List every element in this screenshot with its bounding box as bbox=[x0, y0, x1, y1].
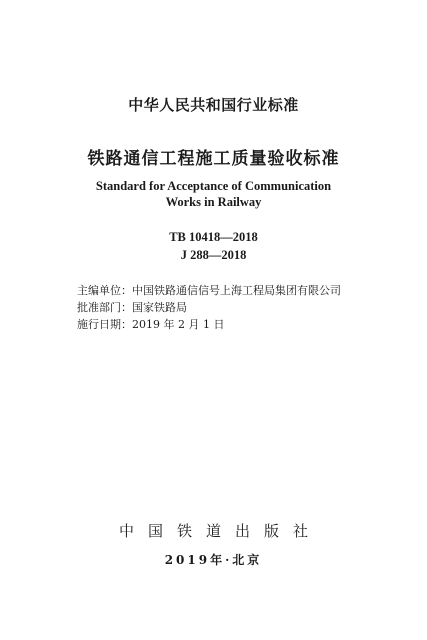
compiler-unit: 主编单位：中国铁路通信信号上海工程局集团有限公司 bbox=[77, 284, 341, 297]
approving-department: 批准部门：国家铁路局 bbox=[77, 301, 187, 314]
standard-code-j: J 288—2018 bbox=[180, 248, 247, 262]
national-standard-heading: 中华人民共和国行业标准 bbox=[128, 96, 299, 114]
english-title-line-1: Standard for Acceptance of Communication bbox=[95, 179, 332, 193]
publication-year-place: 2019年·北京 bbox=[164, 553, 263, 567]
publisher-name: 中国铁道出版社 bbox=[118, 522, 322, 540]
standard-code-tb: TB 10418—2018 bbox=[169, 230, 258, 244]
english-title-line-2: Works in Railway bbox=[165, 195, 262, 209]
effective-date: 施行日期：2019 年 2 月 1 日 bbox=[77, 318, 225, 331]
chinese-title: 铁路通信工程施工质量验收标准 bbox=[87, 149, 340, 169]
